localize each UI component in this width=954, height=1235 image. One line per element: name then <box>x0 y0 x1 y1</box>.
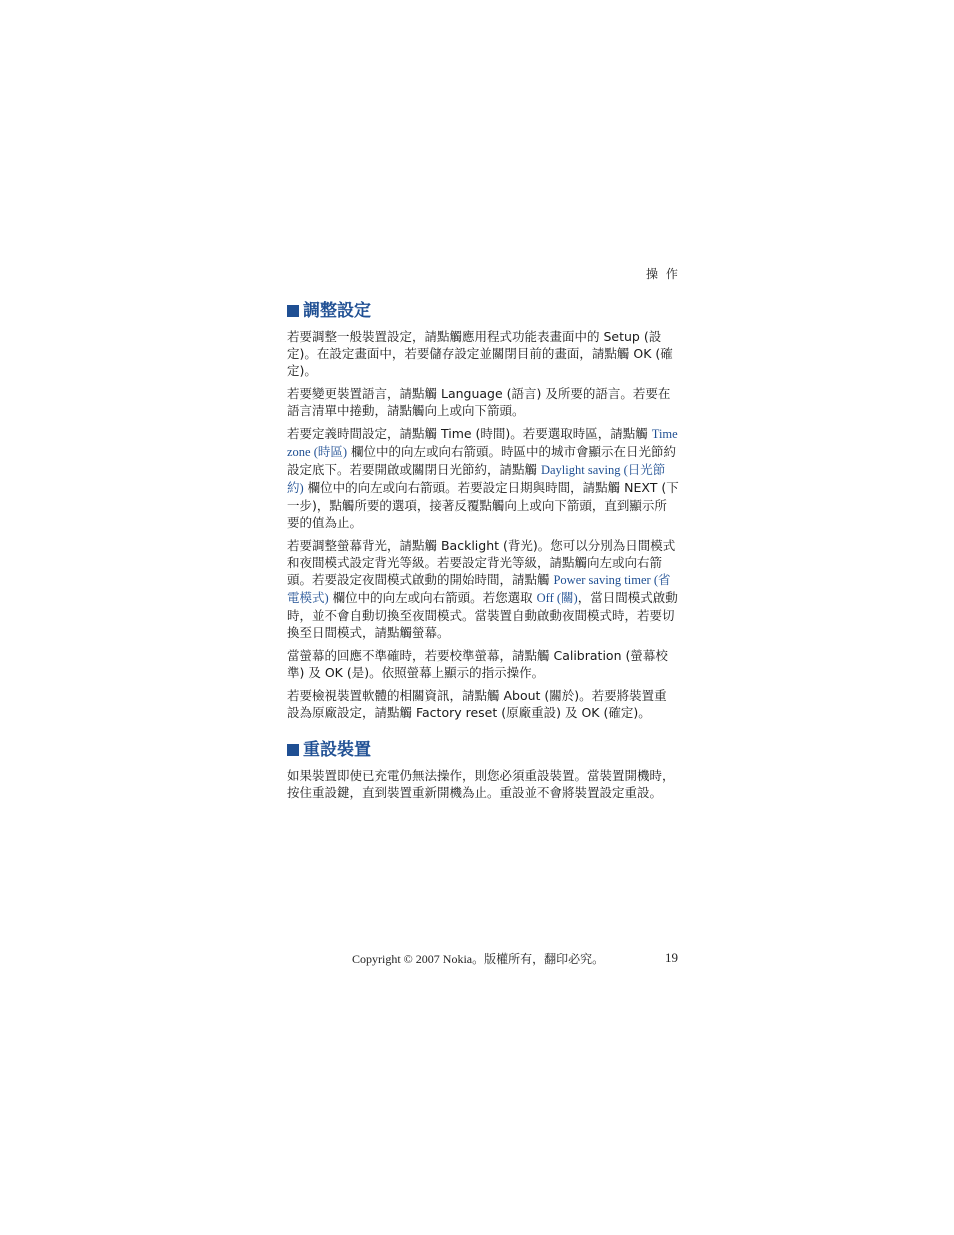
copyright-notice: Copyright © 2007 Nokia。版權所有，翻印必究。 <box>352 952 605 966</box>
text-run: 若要調整螢幕背光，請點觸 Backlight (背光)。您可以分別為日間模式和夜間模式設定背光等級。若要設定背光等級，請點觸向左或向右箭頭。若要設定夜間模式啟動的開始時間，請點觸 <box>287 538 676 587</box>
bullet-square-icon <box>287 305 299 317</box>
paragraph-about: 若要檢視裝置軟體的相關資訊，請點觸 About (關於)。若要將裝置重設為原廠設定，請點觸 Factory reset (原廠重設) 及 OK (確定)。 <box>287 688 667 720</box>
power-saving-timer-link[interactable]: Power saving timer (省電模式) <box>287 573 671 605</box>
section-heading <box>287 739 679 761</box>
bullet-square-icon <box>287 744 299 756</box>
time-zone-link[interactable]: Time zone (時區) <box>287 427 678 459</box>
off-link[interactable]: Off (關) <box>536 591 578 605</box>
page-content <box>287 300 679 807</box>
paragraph-language: 若要變更裝置語言，請點觸 Language (語言) 及所要的語言。若要在語言清單中捲動，請點觸向上或向下箭頭。 <box>287 386 671 418</box>
running-header: 操 作 <box>646 267 680 281</box>
paragraph-time <box>287 425 679 531</box>
paragraph-calibration: 當螢幕的回應不準確時，若要校準螢幕，請點觸 Calibration (螢幕校準) 及 OK (是)。依照螢幕上顯示的指示操作。 <box>287 648 668 680</box>
paragraph-reset: 如果裝置即使已充電仍無法操作，則您必須重設裝置。當裝置開機時，按住重設鍵，直到裝置重新開機為止。重設並不會將裝置設定重設。 <box>287 768 675 800</box>
text-run: 欄位中的向左或向右箭頭。若您選取 <box>328 590 537 605</box>
paragraph-setup: 若要調整一般裝置設定，請點觸應用程式功能表畫面中的 Setup (設定)。在設定畫面中，若要儲存設定並關閉目前的畫面，請點觸 OK (確定)。 <box>287 329 673 378</box>
text-run: ，當日間模式啟動時，並不會自動切換至夜間模式。當裝置自動啟動夜間模式時，若要切換至日間模式，請點觸螢幕。 <box>287 590 678 640</box>
section-reset-device <box>287 739 679 801</box>
text-run: 欄位中的向左或向右箭頭。若要設定日期與時間，請點觸 NEXT (下一步)，點觸所要的選項，接著反覆點觸向上或向下箭頭，直到顯示所要的值為止。 <box>287 480 679 530</box>
page-number: 19 <box>665 950 678 965</box>
paragraph-backlight <box>287 537 679 641</box>
daylight-saving-link[interactable]: Daylight saving (日光節約) <box>287 463 666 495</box>
section-heading-text: 調整設定 <box>303 301 371 321</box>
text-run: 欄位中的向左或向右箭頭。時區中的城市會顯示在日光節約設定底下。若要開啟或關閉日光節約，請點觸 <box>287 444 677 477</box>
text-run: 若要定義時間設定，請點觸 Time (時間)。若要選取時區，請點觸 <box>287 426 652 441</box>
section-heading <box>287 300 679 322</box>
section-adjust-settings <box>287 300 679 721</box>
section-heading-text: 重設裝置 <box>303 740 371 760</box>
